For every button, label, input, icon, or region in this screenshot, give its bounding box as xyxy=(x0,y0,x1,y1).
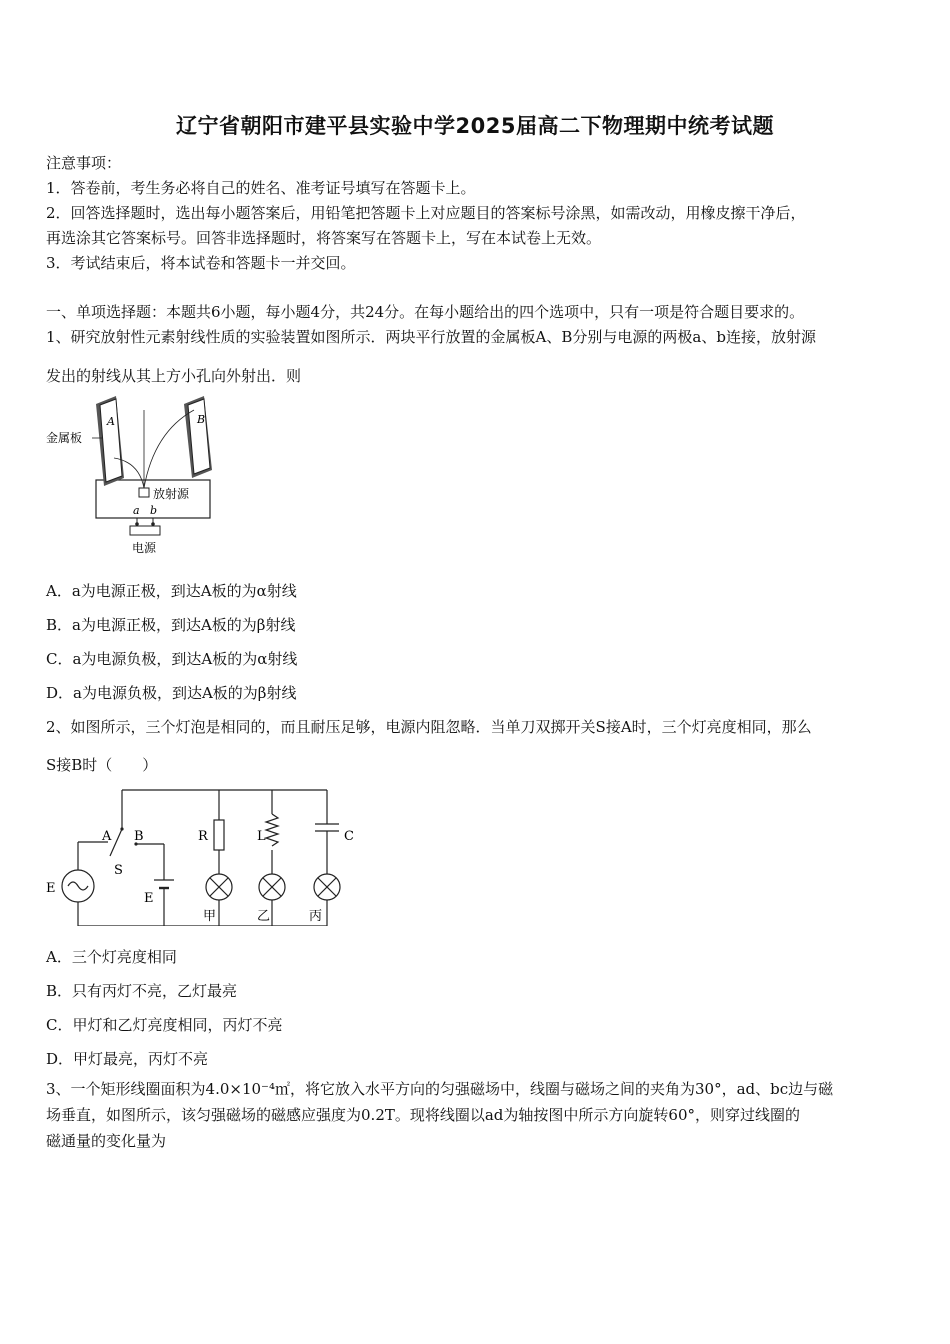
notice-item: 1．答卷前，考生务必将自己的姓名、准考证号填写在答题卡上。 xyxy=(46,179,476,197)
resistor-label: R xyxy=(198,829,208,844)
lamp-bing xyxy=(314,874,340,900)
ac-source-label: E xyxy=(46,881,56,896)
q1-option-d: D．a为电源负极，到达A板的为β射线 xyxy=(46,684,297,702)
q2-stem: S接B时（ ） xyxy=(46,756,158,774)
dc-source-label: E xyxy=(144,891,154,906)
power-supply xyxy=(130,526,160,535)
terminal-b xyxy=(151,522,155,526)
source-label: 放射源 xyxy=(153,487,190,501)
q2-option-b: B．只有丙灯不亮，乙灯最亮 xyxy=(46,982,238,1000)
lamp-yi xyxy=(259,874,285,900)
q1-stem: 1、研究放射性元素射线性质的实验装置如图所示．两块平行放置的金属板A、B分别与电源的两极a、b连接，放射源 xyxy=(46,328,816,346)
switch-a-label: A xyxy=(102,829,112,844)
q1-option-b: B．a为电源正极，到达A板的为β射线 xyxy=(46,616,296,634)
section-heading: 一、单项选择题：本题共6小题，每小题4分，共24分。在每小题给出的四个选项中，只有一项是符合题目要求的。 xyxy=(46,303,805,321)
switch-pivot xyxy=(120,827,123,830)
terminal-a-label: a xyxy=(133,504,140,517)
power-label: 电源 xyxy=(132,541,157,555)
q3-stem: 场垂直，如图所示，该匀强磁场的磁感应强度为0.2T。现将线圈以ad为轴按图中所示方向旋转60°，则穿过线圈的 xyxy=(46,1106,800,1124)
q2-stem: 2、如图所示，三个灯泡是相同的，而且耐压足够，电源内阻忽略．当单刀双掷开关S接A时，三个灯亮度相同，那么 xyxy=(46,718,812,736)
notice-item: 3．考试结束后，将本试卷和答题卡一并交回。 xyxy=(46,254,356,272)
q2-option-d: D．甲灯最亮，丙灯不亮 xyxy=(46,1050,209,1068)
q2-option-c: C．甲灯和乙灯亮度相同，丙灯不亮 xyxy=(46,1016,283,1034)
q1-option-c: C．a为电源负极，到达A板的为α射线 xyxy=(46,650,298,668)
page-title: 辽宁省朝阳市建平县实验中学2025届高二下物理期中统考试题 xyxy=(176,114,774,138)
notice-item: 2．回答选择题时，选出每小题答案后，用铅笔把答题卡上对应题目的答案标号涂黑，如需改动，用橡皮擦干净后， xyxy=(46,204,806,222)
lamp1-label: 甲 xyxy=(203,909,217,924)
plate-b-label: B xyxy=(197,413,206,426)
plate-a-label: A xyxy=(107,415,115,428)
q1-figure xyxy=(44,392,220,560)
q1-option-a: A．a为电源正极，到达A板的为α射线 xyxy=(46,582,297,600)
q2-circuit-figure xyxy=(44,784,364,926)
q3-stem: 磁通量的变化量为 xyxy=(46,1132,167,1150)
inductor-label: L xyxy=(257,829,266,844)
terminal-a xyxy=(135,522,139,526)
q2-option-a: A．三个灯亮度相同 xyxy=(46,948,177,966)
switch-s-label: S xyxy=(114,863,123,878)
lamp-jia xyxy=(206,874,232,900)
radiation-source xyxy=(139,488,149,497)
plate-label: 金属板 xyxy=(46,431,83,445)
lamp3-label: 丙 xyxy=(309,909,323,924)
switch-b-label: B xyxy=(134,829,144,844)
lamp2-label: 乙 xyxy=(257,909,271,924)
notice-heading: 注意事项： xyxy=(46,154,122,172)
q1-stem: 发出的射线从其上方小孔向外射出．则 xyxy=(46,367,302,385)
terminal-b-label: b xyxy=(150,504,158,517)
capacitor-label: C xyxy=(344,829,354,844)
notice-item: 再选涂其它答案标号。回答非选择题时，将答案写在答题卡上，写在本试卷上无效。 xyxy=(46,229,602,247)
q3-stem: 3、一个矩形线圈面积为4.0×10⁻⁴㎡，将它放入水平方向的匀强磁场中，线圈与磁场之间的夹角为30°，ad、bc边与磁 xyxy=(46,1080,834,1098)
